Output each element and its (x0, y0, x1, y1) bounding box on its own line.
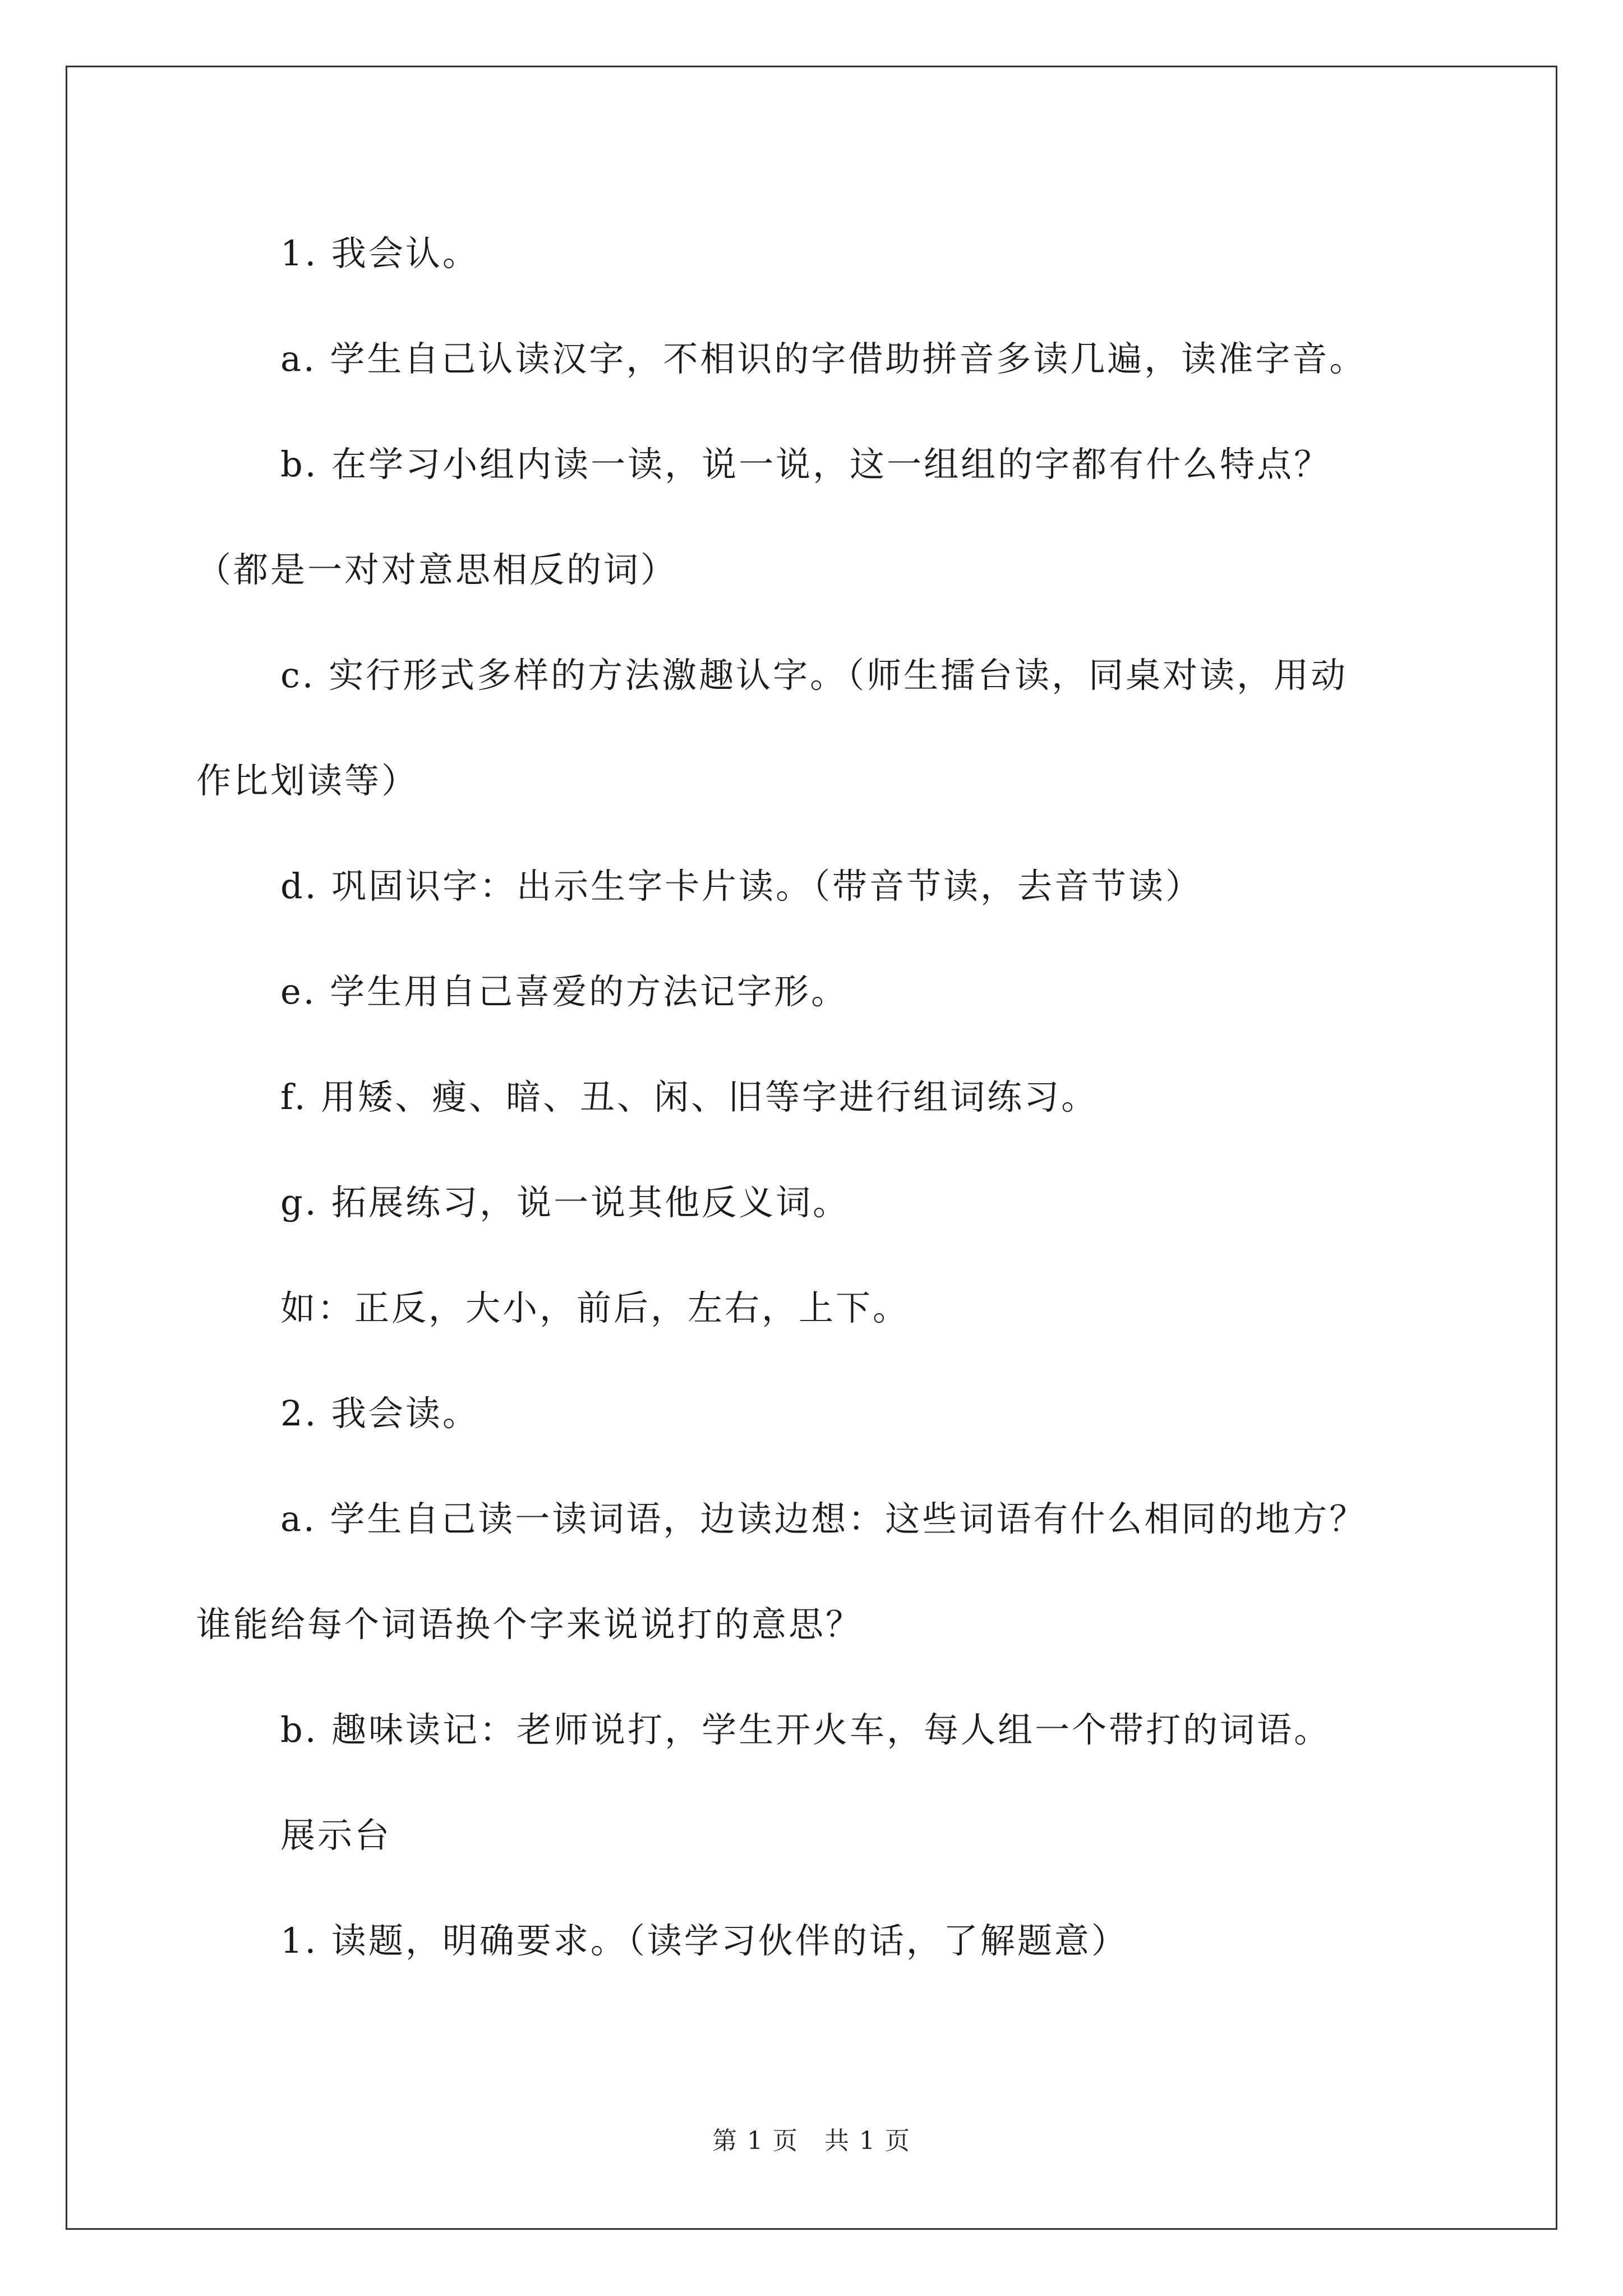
paragraph: a. 学生自己认读汉字，不相识的字借助拼音多读几遍，读准字音。 (280, 338, 1367, 379)
paragraph: 1. 读题，明确要求。（读学习伙伴的话，了解题意） (280, 1920, 1128, 1961)
paragraph: b. 趣味读记：老师说打，学生开火车，每人组一个带打的词语。 (280, 1709, 1331, 1750)
page-footer: 第 1 页 共 1 页 (712, 2127, 911, 2155)
paragraph: c. 实行形式多样的方法激趣认字。（师生擂台读，同桌对读，用动 (280, 655, 1348, 696)
paragraph: （都是一对对意思相反的词） (196, 549, 678, 590)
paragraph: 作比划读等） (196, 760, 419, 801)
paragraph: b. 在学习小组内读一读，说一说，这一组组的字都有什么特点？ (280, 444, 1331, 485)
paragraph: d. 巩固识字：出示生字卡片读。（带音节读，去音节读） (280, 866, 1203, 907)
paragraph: 2. 我会读。 (280, 1393, 479, 1434)
paragraph: f. 用矮、瘦、暗、丑、闲、旧等字进行组词练习。 (280, 1076, 1099, 1117)
paragraph: 如：正反，大小，前后，左右，上下。 (280, 1287, 910, 1328)
paragraph: 谁能给每个词语换个字来说说打的意思？ (196, 1604, 863, 1645)
paragraph: 展示台 (280, 1815, 392, 1856)
page-border (66, 66, 1557, 2230)
paragraph: g. 拓展练习，说一说其他反义词。 (280, 1182, 850, 1223)
paragraph: a. 学生自己读一读词语，边读边想：这些词语有什么相同的地方？ (280, 1498, 1367, 1539)
paragraph: 1. 我会认。 (280, 233, 479, 274)
paragraph: e. 学生用自己喜爱的方法记字形。 (280, 971, 849, 1012)
